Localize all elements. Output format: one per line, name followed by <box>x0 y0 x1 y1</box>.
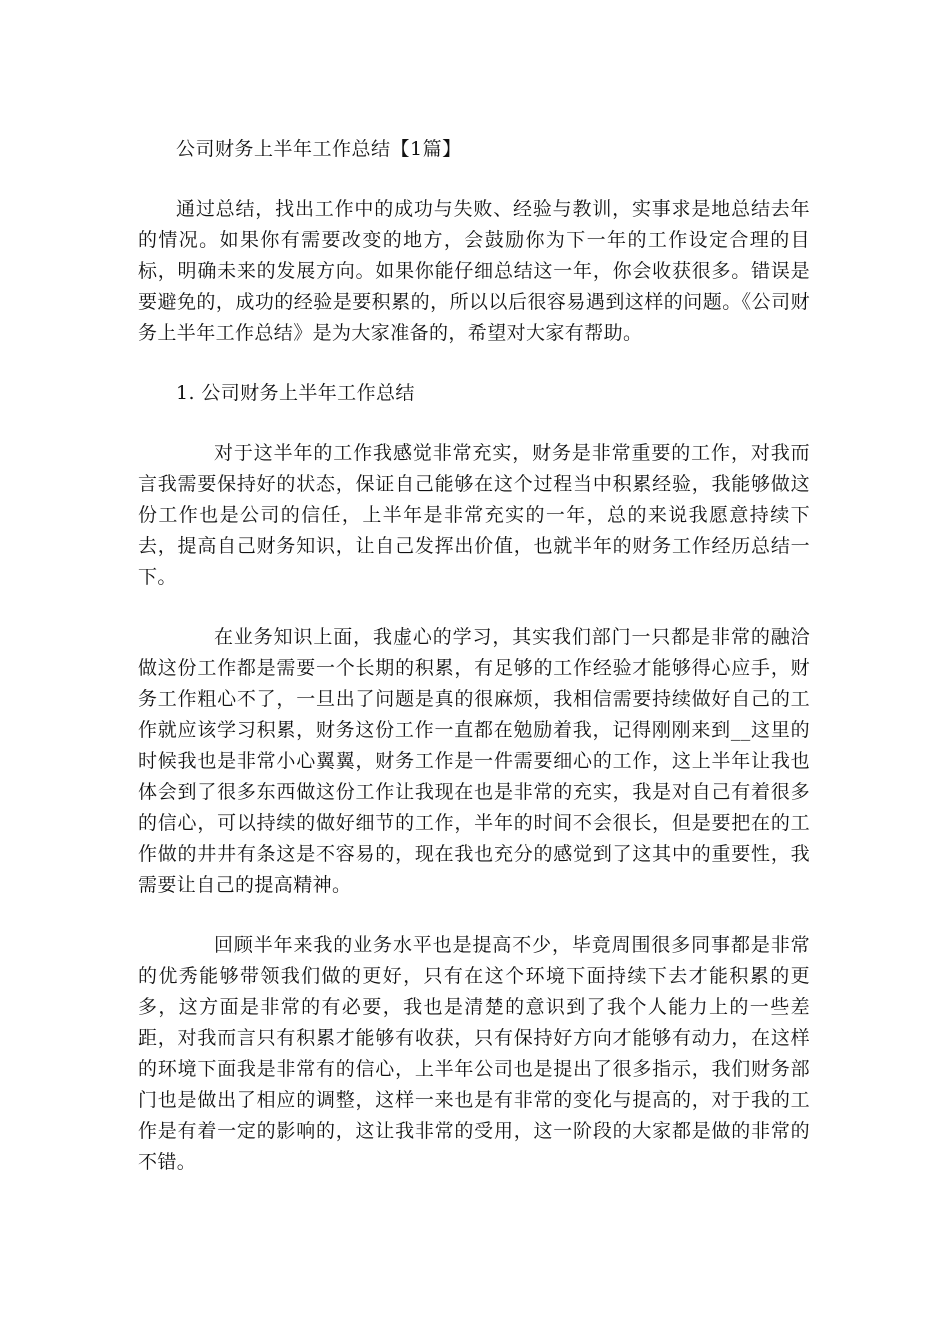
section-heading: 1. 公司财务上半年工作总结 <box>176 382 415 404</box>
document-title: 公司财务上半年工作总结【1篇】 <box>176 138 462 160</box>
document-body <box>138 134 810 1207</box>
body-paragraph-1: 对于这半年的工作我感觉非常充实，财务是非常重要的工作，对我而言我需要保持好的状态，保证自己能够在这个过程当中积累经验，我能够做这份工作也是公司的信任，上半年是非常充实的一年，总的来说我愿意持续下去，提高自己财务知识，让自己发挥出价值，也就半年的财务工作经历总结一下。 <box>138 442 810 588</box>
body-paragraph-2: 在业务知识上面，我虚心的学习，其实我们部门一只都是非常的融洽做这份工作都是需要一个长期的积累，有足够的工作经验才能够得心应手，财务工作粗心不了，一旦出了问题是真的很麻烦，我相信需要持续做好自己的工作就应该学习积累，财务这份工作一直都在勉励着我，记得刚刚来到__这里的时候我也是非常小心翼翼，财务工作是一件需要细心的工作，这上半年让我也体会到了很多东西做这份工作让我现在也是非常的充实，我是对自己有着很多的信心，可以持续的做好细节的工作，半年的时间不会很长，但是要把在的工作做的井井有条这是不容易的，现在我也充分的感觉到了这其中的重要性，我需要让自己的提高精神。 <box>138 626 810 896</box>
intro-paragraph: 通过总结，找出工作中的成功与失败、经验与教训，实事求是地总结去年的情况。如果你有需要改变的地方，会鼓励你为下一年的工作设定合理的目标，明确未来的发展方向。如果你能仔细总结这一年，你会收获很多。错误是要避免的，成功的经验是要积累的，所以以后很容易遇到这样的问题。《公司财务上半年工作总结》是为大家准备的，希望对大家有帮助。 <box>138 198 810 344</box>
body-paragraph-3: 回顾半年来我的业务水平也是提高不少，毕竟周围很多同事都是非常的优秀能够带领我们做的更好，只有在这个环境下面持续下去才能积累的更多，这方面是非常的有必要，我也是清楚的意识到了我个人能力上的一些差距，对我而言只有积累才能够有收获，只有保持好方向才能够有动力，在这样的环境下面我是非常有的信心，上半年公司也是提出了很多指示，我们财务部门也是做出了相应的调整，这样一来也是有非常的变化与提高的，对于我的工作是有着一定的影响的，这让我非常的受用，这一阶段的大家都是做的非常的不错。 <box>138 934 810 1173</box>
